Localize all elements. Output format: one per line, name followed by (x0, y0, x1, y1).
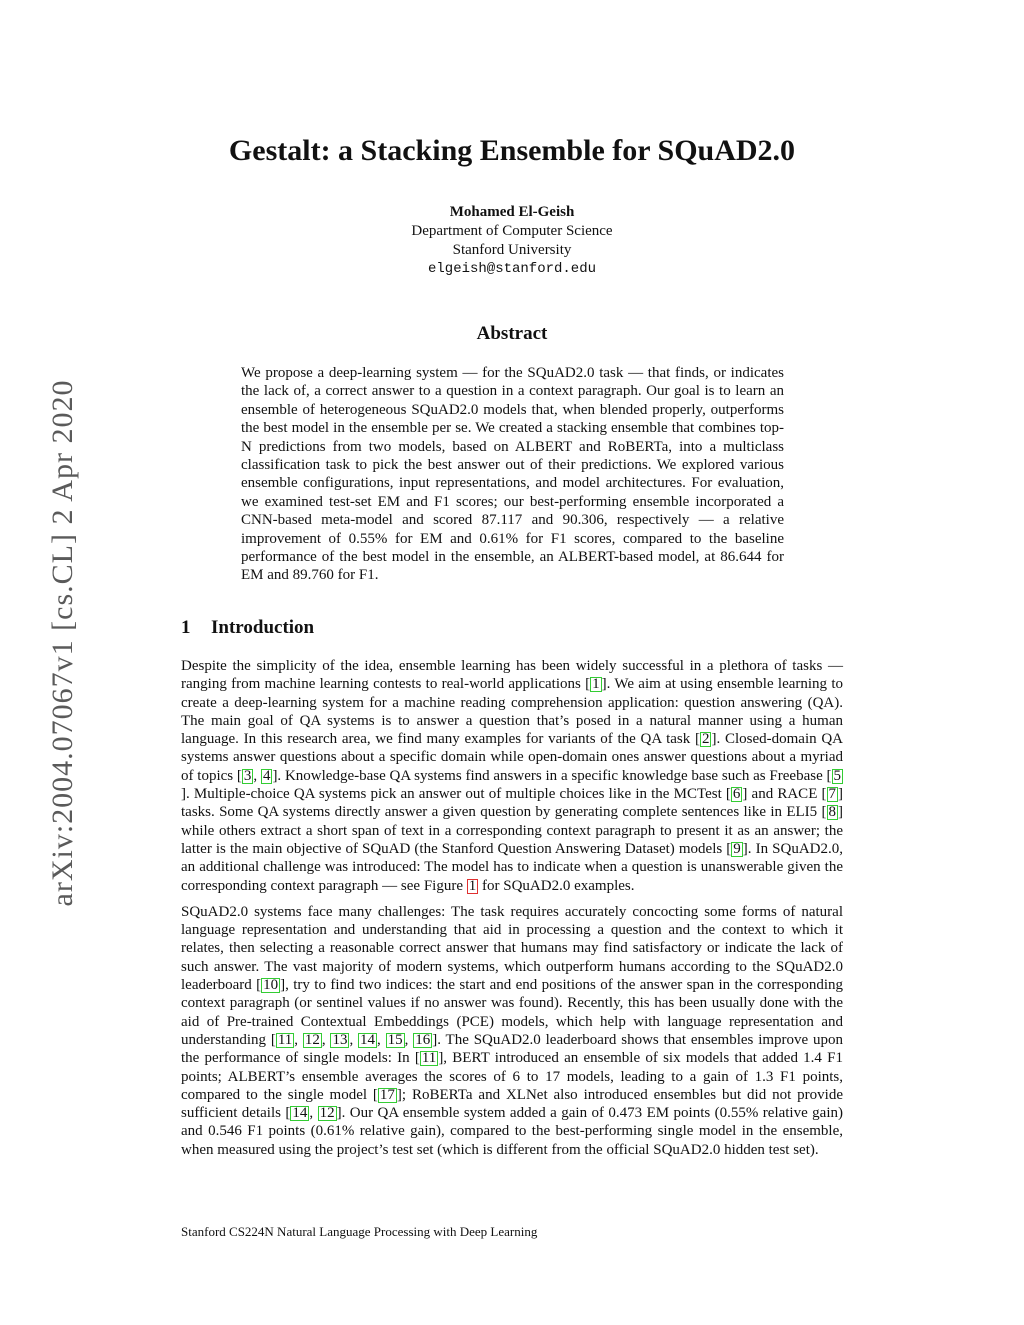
text-span: ]. We aim at using ensemble learning to create a deep-learning system for a machine reading comprehension application: question answering (QA). The main goal of QA systems is to answer a question that’s posed in a natural manner using a human language. In this research area, we find many examples for variants of the QA task [ (181, 676, 843, 748)
author-block (0, 203, 1024, 279)
text-span: ]. Closed-domain QA systems answer questions about a specific domain while open-domain ones answer questions about a myriad of topics [ (181, 731, 843, 784)
author-department: Department of Computer Science (411, 223, 613, 239)
introduction-body (181, 657, 843, 1167)
citation-link[interactable]: 2 (701, 731, 710, 748)
section-heading-introduction (181, 617, 314, 639)
text-span: ]; RoBERTa and XLNet also introduced ensembles but did not provide sufficient details [ (181, 1086, 843, 1122)
paragraph-1 (181, 657, 843, 895)
citation-separator: , (349, 1031, 359, 1048)
citation-link[interactable]: 3 (243, 767, 252, 784)
page-footer: Stanford CS224N Natural Language Processing with Deep Learning (181, 1224, 538, 1239)
citation-link[interactable]: 6 (732, 786, 741, 803)
citation-link[interactable]: 11 (277, 1031, 293, 1048)
text-span: ], try to find two indices: the start and end positions of the answer span in the corresponding context paragraph (or sentinel values if no answer was found). Recently, this has been usually done with the aid of Pre-trained Contextual Embeddings (PCE) models, which help with language representation and understanding [ (181, 977, 843, 1048)
citation-link[interactable]: 13 (332, 1031, 348, 1048)
text-span: SQuAD2.0 systems face many challenges: The task requires accurately concocting some forms of natural language representation and understanding that aid in processing a question and the context to which it relates, then selecting a reasonable correct answer that humans may find satisfactory or indicate the lack of such answer. The vast majority of modern systems, which outperform humans according to the SQuAD2.0 leaderboard [ (181, 903, 843, 994)
citation-link[interactable]: 16 (415, 1031, 431, 1048)
text-span: ]. The SQuAD2.0 leaderboard shows that ensembles improve upon the performance of single models: In [ (181, 1031, 844, 1067)
text-span: for SQuAD2.0 examples. (478, 877, 635, 894)
author-affiliation: Stanford University (452, 242, 572, 258)
author-email[interactable]: elgeish@stanford.edu (427, 261, 597, 277)
citation-link[interactable]: 12 (304, 1031, 320, 1048)
author-name: Mohamed El-Geish (449, 204, 575, 220)
citation-separator: , (321, 1031, 331, 1048)
citation-separator: , (404, 1031, 414, 1048)
paper-title: Gestalt: a Stacking Ensemble for SQuAD2.0 (228, 134, 796, 167)
citation-link[interactable]: 1 (592, 676, 600, 693)
abstract-body: We propose a deep-learning system — for the SQuAD2.0 task — that finds, or indicates the lack of, a correct answer to a question in a context paragraph. Our goal is to learn an ensemble of heterogeneous SQuAD2.0 models that, when blended properly, outperforms the best model in the ensemble per se. We created a stacking ensemble that combines top-N predictions from two models, based on ALBERT and RoBERTa, into a multiclass classification task to pick the best answer out of their predictions. We explored various ensemble configurations, input representations, and model architectures. For evaluation, we examined test-set EM and F1 scores; our best-performing ensemble incorporated a CNN-based meta-model and scored 87.117 and 90.306, respectively — a relative improvement of 0.55% for EM and 0.61% for F1 scores, compared to the baseline performance of the best model in the ensemble, an ALBERT-based model, at 86.644 for EM and 89.760 for F1. (241, 365, 784, 584)
citation-link[interactable]: 15 (387, 1031, 403, 1048)
abstract-heading: Abstract (476, 323, 548, 344)
citation-link[interactable]: 10 (263, 977, 279, 994)
citation-link[interactable]: 8 (828, 804, 836, 821)
figure-link[interactable]: 1 (468, 877, 477, 894)
text-span: Despite the simplicity of the idea, ensemble learning has been widely successful in a plethora of tasks — ranging from machine learning contests to real-world applications [ (181, 658, 843, 693)
citation-link[interactable]: 4 (262, 767, 271, 784)
arxiv-identifier: arXiv:2004.07067v1 [cs.CL] 2 Apr 2020 (46, 379, 79, 907)
citation-link[interactable]: 11 (421, 1050, 437, 1067)
citation-separator: , (377, 1031, 386, 1048)
citation-link[interactable]: 14 (360, 1031, 376, 1048)
text-span: ]. In SQuAD2.0, an additional challenge was introduced: The model has to indicate when a question is unanswerable given the corresponding context paragraph — see Figure (181, 840, 843, 894)
citation-separator: , (253, 767, 261, 784)
text-span: ]. Multiple-choice QA systems pick an answer out of multiple choices like in the MCTest [ (181, 786, 731, 803)
text-span: ] and RACE [ (742, 786, 827, 803)
text-span: ], BERT introduced an ensemble of six models that added 1.4 F1 points; ALBERT’s ensemble averages the scores of 6 to 17 models, leading to a gain of 1.3 F1 points, compared to the single model [ (181, 1050, 844, 1103)
citation-separator: , (294, 1031, 303, 1048)
citation-link[interactable]: 12 (319, 1105, 335, 1122)
text-span: ]. Knowledge-base QA systems find answers in a specific knowledge base such as Freebase [ (272, 767, 832, 784)
text-span: ]. Our QA ensemble system added a gain of 0.473 EM points (0.55% relative gain) and 0.546 F1 points (0.61% relative gain), compared to the best-performing single model in the ensemble, when measured using the project’s test set (which is different from the official SQuAD2.0 hidden test set). (181, 1105, 844, 1158)
paragraph-2 (181, 903, 843, 1159)
section-title: Introduction (211, 617, 315, 638)
section-number: 1 (181, 617, 191, 638)
citation-link[interactable]: 7 (828, 786, 837, 803)
text-span: ] tasks. Some QA systems directly answer a given question by generating complete sentences like in ELI5 [ (181, 786, 844, 821)
citation-link[interactable]: 14 (292, 1105, 308, 1122)
citation-link[interactable]: 17 (379, 1086, 395, 1103)
citation-link[interactable]: 9 (733, 840, 741, 857)
text-span: ] while others extract a short span of text in a corresponding context paragraph to present it as an answer; the latter is the main objective of SQuAD (the Stanford Question Answering Dataset) models [ (181, 804, 843, 857)
citation-link[interactable]: 5 (833, 767, 842, 784)
citation-separator: , (309, 1105, 318, 1122)
